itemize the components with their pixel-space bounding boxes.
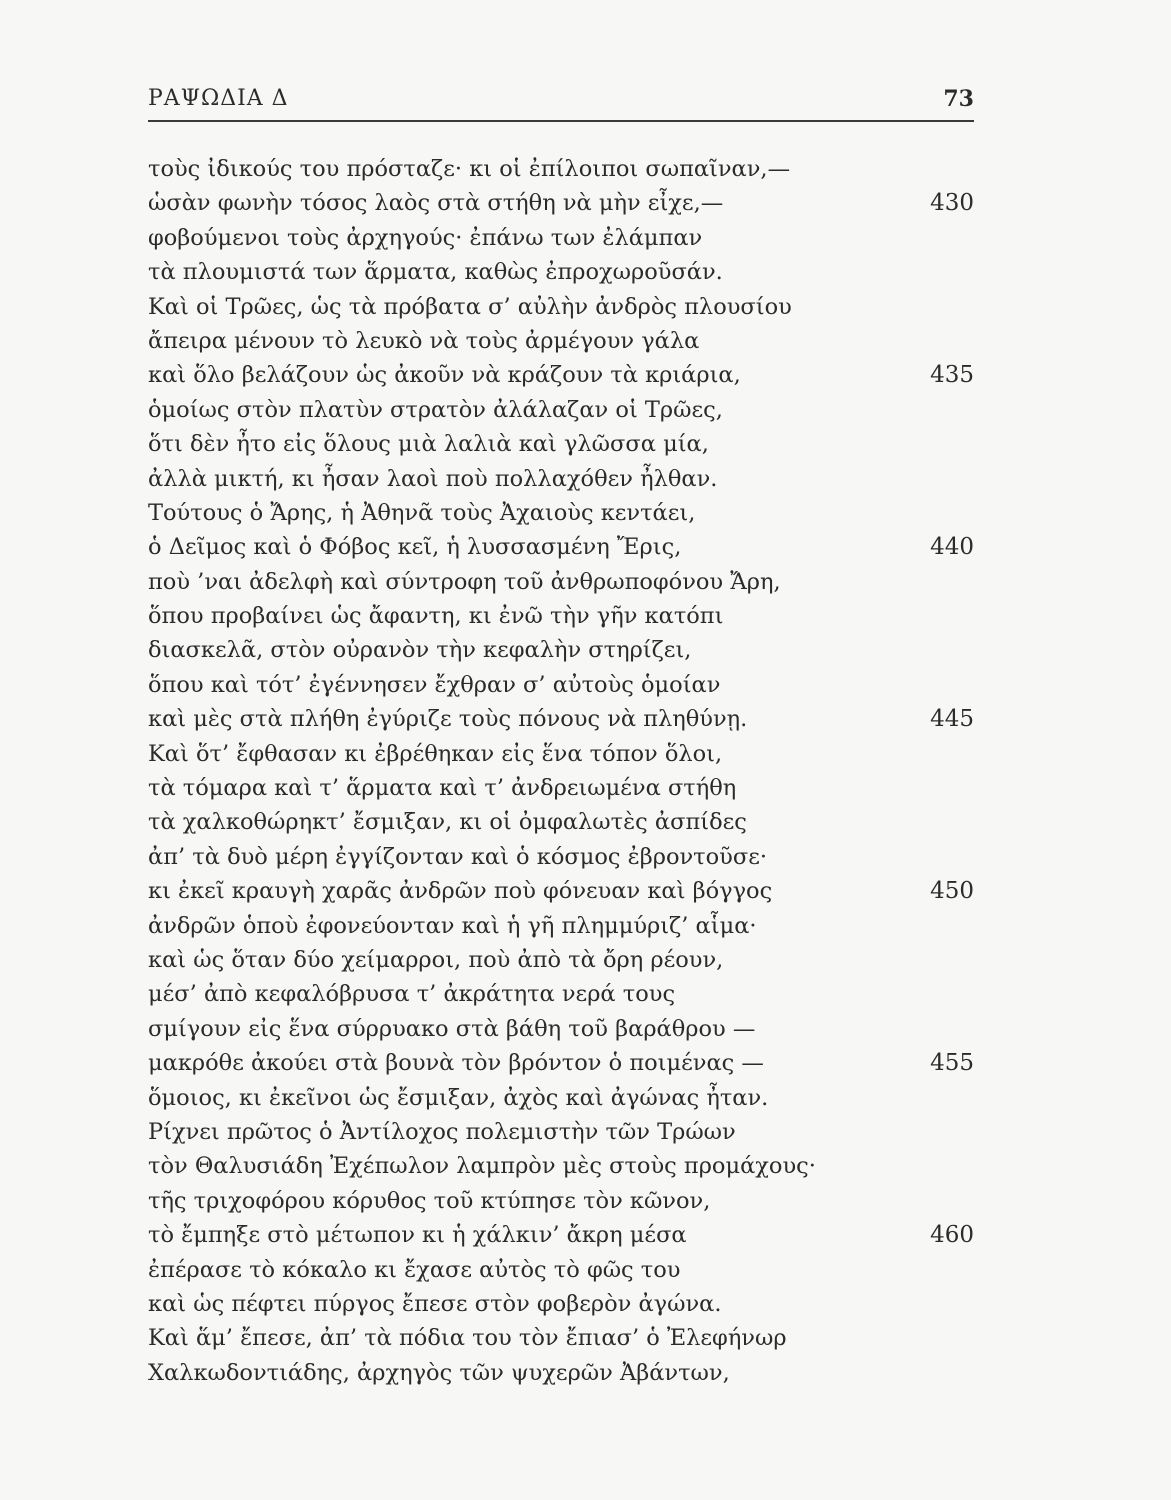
- verse-text: τὸν Θαλυσιάδη Ἐχέπωλον λαμπρὸν μὲς στοὺς προμάχους·: [148, 1153, 816, 1180]
- verse-line: [148, 771, 974, 805]
- line-number: 445: [930, 706, 974, 733]
- verse-text: μακρόθε ἀκούει στὰ βουνὰ τὸν βρόντον ὁ ποιμένας —: [148, 1050, 764, 1077]
- verse-text: Καὶ ὅτ’ ἔφθασαν κι ἐβρέθηκαν εἰς ἕνα τόπον ὅλοι,: [148, 740, 723, 767]
- verse-line: [148, 1287, 974, 1321]
- verse-text: τὸ ἔμπηξε στὸ μέτωπον κι ἡ χάλκιν’ ἄκρη μέσα: [148, 1222, 687, 1249]
- verse-line: [148, 1356, 974, 1390]
- verse-text: ὅπου προβαίνει ὡς ἄφαντη, κι ἐνῶ τὴν γῆν κατόπι: [148, 603, 724, 630]
- line-number: 435: [930, 362, 974, 389]
- verse-text: καὶ ὡς πέφτει πύργος ἔπεσε στὸν φοβερὸν ἀγώνα.: [148, 1290, 722, 1317]
- verse-text: καὶ ὅλο βελάζουν ὡς ἀκοῦν νὰ κράζουν τὰ κριάρια,: [148, 362, 741, 389]
- line-number: 430: [930, 190, 974, 217]
- verse-line: [148, 737, 974, 771]
- line-number: 450: [930, 878, 974, 905]
- verse-line: [148, 874, 974, 908]
- verse-line: [148, 1184, 974, 1218]
- verse-text: Καὶ οἱ Τρῶες, ὡς τὰ πρόβατα σ’ αὐλὴν ἀνδρὸς πλουσίου: [148, 293, 792, 320]
- verse-text: τὰ χαλκοθώρηκτ’ ἔσμιξαν, κι οἱ ὀμφαλωτὲς ἀσπίδες: [148, 809, 747, 836]
- line-number: 460: [930, 1222, 974, 1249]
- verse-line: [148, 255, 974, 289]
- verse-line: [148, 530, 974, 564]
- verse-line: [148, 152, 974, 186]
- verse-text: Χαλκωδοντιάδης, ἀρχηγὸς τῶν ψυχερῶν Ἀβάντων,: [148, 1359, 730, 1386]
- verse-text: ἀπ’ τὰ δυὸ μέρη ἐγγίζονταν καὶ ὁ κόσμος ἐβροντοῦσε·: [148, 843, 768, 870]
- verse-text: ὁμοίως στὸν πλατὺν στρατὸν ἀλάλαζαν οἱ Τρῶες,: [148, 396, 723, 423]
- verse-block: [148, 152, 974, 1390]
- verse-line: [148, 633, 974, 667]
- verse-line: [148, 909, 974, 943]
- verse-text: σμίγουν εἰς ἕνα σύρρυακο στὰ βάθη τοῦ βαράθρου —: [148, 1015, 756, 1042]
- verse-line: [148, 977, 974, 1011]
- verse-line: [148, 1253, 974, 1287]
- verse-text: Τούτους ὁ Ἄρης, ἡ Ἀθηνᾶ τοὺς Ἀχαιοὺς κεντάει,: [148, 499, 696, 526]
- verse-text: Ρίχνει πρῶτος ὁ Ἀντίλοχος πολεμιστὴν τῶν Τρώων: [148, 1118, 736, 1145]
- page-header: [148, 84, 974, 122]
- verse-text: καὶ ὡς ὅταν δύο χείμαρροι, ποὺ ἀπὸ τὰ ὄρη ρέουν,: [148, 946, 724, 973]
- verse-text: ἀνδρῶν ὁποὺ ἐφονεύονταν καὶ ἡ γῆ πλημμύριζ’ αἷμα·: [148, 912, 757, 939]
- verse-line: [148, 1115, 974, 1149]
- page-number: 73: [943, 86, 974, 112]
- verse-text: ἄπειρα μένουν τὸ λευκὸ νὰ τοὺς ἀρμέγουν γάλα: [148, 327, 700, 354]
- verse-text: τὰ πλουμιστά των ἅρματα, καθὼς ἐπροχωροῦσάν.: [148, 259, 723, 286]
- verse-line: [148, 805, 974, 839]
- verse-line: [148, 496, 974, 530]
- line-number: 455: [930, 1050, 974, 1077]
- verse-text: κι ἐκεῖ κραυγὴ χαρᾶς ἀνδρῶν ποὺ φόνευαν καὶ βόγγος: [148, 878, 773, 905]
- verse-text: ἀλλὰ μικτή, κι ἦσαν λαοὶ ποὺ πολλαχόθεν ἦλθαν.: [148, 465, 718, 492]
- verse-text: μέσ’ ἀπὸ κεφαλόβρυσα τ’ ἀκράτητα νερά τους: [148, 981, 676, 1008]
- verse-line: [148, 1046, 974, 1080]
- verse-text: διασκελᾶ, στὸν οὐρανὸν τὴν κεφαλὴν στηρίζει,: [148, 637, 692, 664]
- verse-line: [148, 1321, 974, 1355]
- verse-text: Καὶ ἅμ’ ἔπεσε, ἀπ’ τὰ πόδια του τὸν ἔπιασ’ ὁ Ἐλεφήνωρ: [148, 1325, 787, 1352]
- verse-line: [148, 186, 974, 220]
- verse-line: [148, 324, 974, 358]
- verse-text: ποὺ ’ναι ἀδελφὴ καὶ σύντροφη τοῦ ἀνθρωποφόνου Ἄρη,: [148, 568, 781, 595]
- verse-text: ὅτι δὲν ἦτο εἰς ὅλους μιὰ λαλιὰ καὶ γλῶσσα μία,: [148, 431, 709, 458]
- verse-text: ὅπου καὶ τότ’ ἐγέννησεν ἔχθραν σ’ αὐτοὺς ὁμοίαν: [148, 671, 721, 698]
- verse-text: τῆς τριχοφόρου κόρυθος τοῦ κτύπησε τὸν κῶνον,: [148, 1187, 711, 1214]
- verse-line: [148, 462, 974, 496]
- verse-line: [148, 427, 974, 461]
- verse-text: τοὺς ἰδικούς του πρόσταζε· κι οἱ ἐπίλοιποι σωπαῖναν,—: [148, 156, 791, 182]
- verse-line: [148, 943, 974, 977]
- verse-line: [148, 393, 974, 427]
- verse-line: [148, 599, 974, 633]
- verse-text: ὡσὰν φωνὴν τόσος λαὸς στὰ στήθη νὰ μὴν εἶχε,—: [148, 190, 724, 217]
- verse-line: [148, 1218, 974, 1252]
- verse-text: τὰ τόμαρα καὶ τ’ ἅρματα καὶ τ’ ἀνδρειωμένα στήθη: [148, 775, 737, 802]
- verse-line: [148, 1081, 974, 1115]
- verse-line: [148, 565, 974, 599]
- verse-text: καὶ μὲς στὰ πλήθη ἐγύριζε τοὺς πόνους νὰ πληθύνῃ.: [148, 706, 748, 733]
- running-title: ΡΑΨΩΔΙΑ Δ: [148, 86, 289, 111]
- line-number: 440: [930, 534, 974, 561]
- verse-line: [148, 840, 974, 874]
- verse-line: [148, 1149, 974, 1183]
- verse-text: ἐπέρασε τὸ κόκαλο κι ἔχασε αὐτὸς τὸ φῶς του: [148, 1256, 681, 1283]
- verse-line: [148, 702, 974, 736]
- verse-line: [148, 221, 974, 255]
- verse-line: [148, 1012, 974, 1046]
- verse-text: φοβούμενοι τοὺς ἀρχηγούς· ἐπάνω των ἐλάμπαν: [148, 224, 703, 251]
- verse-text: ὁ Δεῖμος καὶ ὁ Φόβος κεῖ, ἡ λυσσασμένη Ἔρις,: [148, 534, 682, 561]
- verse-text: ὅμοιος, κι ἐκεῖνοι ὡς ἔσμιξαν, ἀχὸς καὶ ἀγώνας ἦταν.: [148, 1084, 769, 1111]
- verse-line: [148, 290, 974, 324]
- verse-line: [148, 358, 974, 392]
- verse-line: [148, 668, 974, 702]
